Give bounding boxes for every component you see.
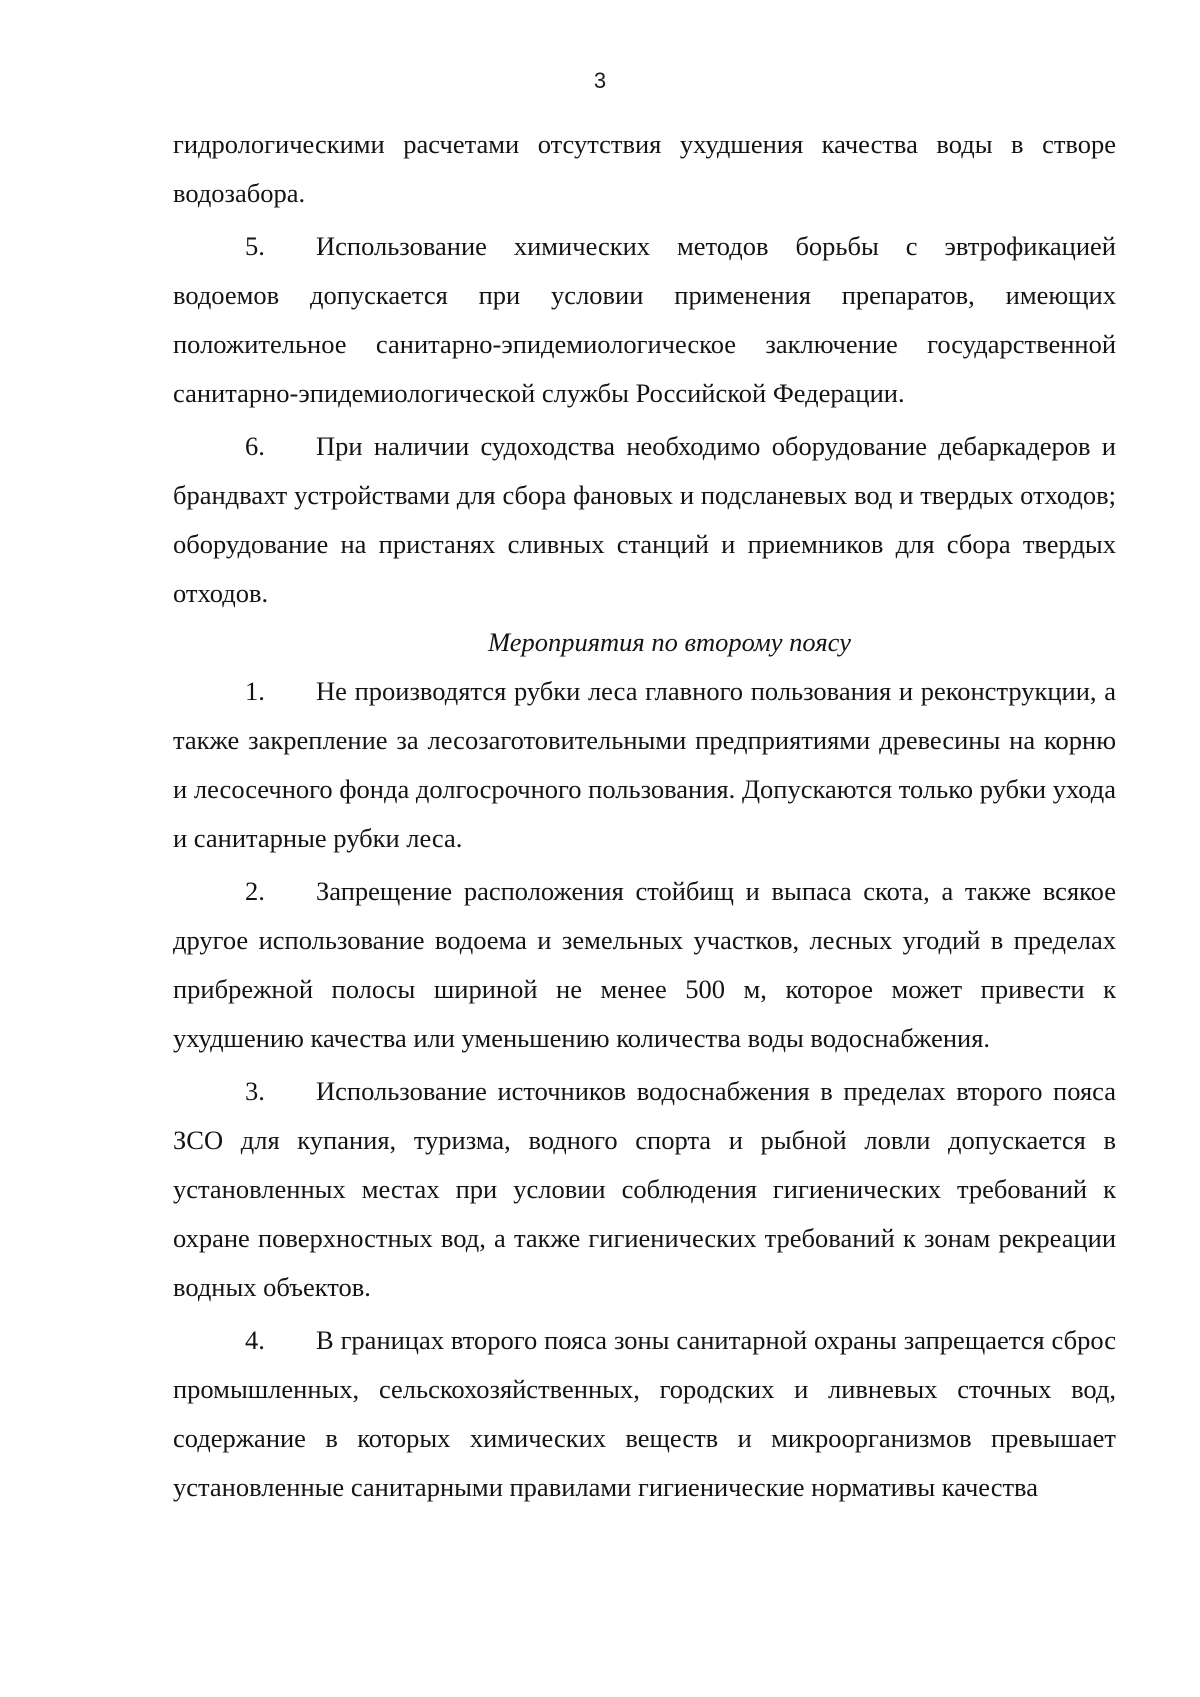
paragraph-text: гидрологическими расчетами отсутствия ухудшения качества воды в створе водозабора. (173, 129, 1116, 208)
paragraph-item-6 (173, 422, 1116, 618)
paragraph-number: 4. (245, 1325, 265, 1355)
paragraph-item-2 (173, 867, 1116, 1063)
paragraph-number: 5. (245, 231, 265, 261)
paragraph-item-3 (173, 1067, 1116, 1312)
paragraph-number: 1. (245, 676, 265, 706)
paragraph-text: При наличии судоходства необходимо оборудование дебаркадеров и брандвахт устройствами для сбора фановых и подсланевых вод и твердых отходов; оборудование на пристанях сливных станций и приемников для сбора твердых отходов. (173, 431, 1116, 608)
paragraph-text: В границах второго пояса зоны санитарной охраны запрещается сброс промышленных, сельскохозяйственных, городских и ливневых сточных вод, содержание в которых химических веществ и микроорганизмов превышает установленные санитарными правилами гигиенические нормативы качества (173, 1325, 1116, 1502)
paragraph-item-1 (173, 667, 1116, 863)
paragraph-text: Использование химических методов борьбы с эвтрофикацией водоемов допускается при условии применения препаратов, имеющих положительное санитарно-эпидемиологическое заключение государственной санитарно-эпидемиологической службы Российской Федерации. (173, 231, 1116, 408)
paragraph-number: 2. (245, 876, 265, 906)
paragraph-item-4 (173, 1316, 1116, 1512)
page-number: 3 (593, 68, 607, 93)
paragraph-number: 3. (245, 1076, 265, 1106)
paragraph-text: Запрещение расположения стойбищ и выпаса скота, а также всякое другое использование водоема и земельных участков, лесных угодий в пределах прибрежной полосы шириной не менее 500 м, которое может привести к ухудшению качества или уменьшению количества воды водоснабжения. (173, 876, 1116, 1053)
paragraph-item-5 (173, 222, 1116, 418)
paragraph-continuation (173, 120, 1116, 218)
paragraph-text: Использование источников водоснабжения в пределах второго пояса ЗСО для купания, туризма, водного спорта и рыбной ловли допускается в установленных местах при условии соблюдения гигиенических требований к охране поверхностных вод, а также гигиенических требований к зонам рекреации водных объектов. (173, 1076, 1116, 1302)
section-title: Мероприятия по второму поясу (488, 627, 851, 657)
paragraph-number: 6. (245, 431, 265, 461)
document-body (173, 120, 1116, 1512)
paragraph-text: Не производятся рубки леса главного пользования и реконструкции, а также закрепление за лесозаготовительными предприятиями древесины на корню и лесосечного фонда долгосрочного пользования. Допускаются только рубки ухода и санитарные рубки леса. (173, 676, 1116, 853)
